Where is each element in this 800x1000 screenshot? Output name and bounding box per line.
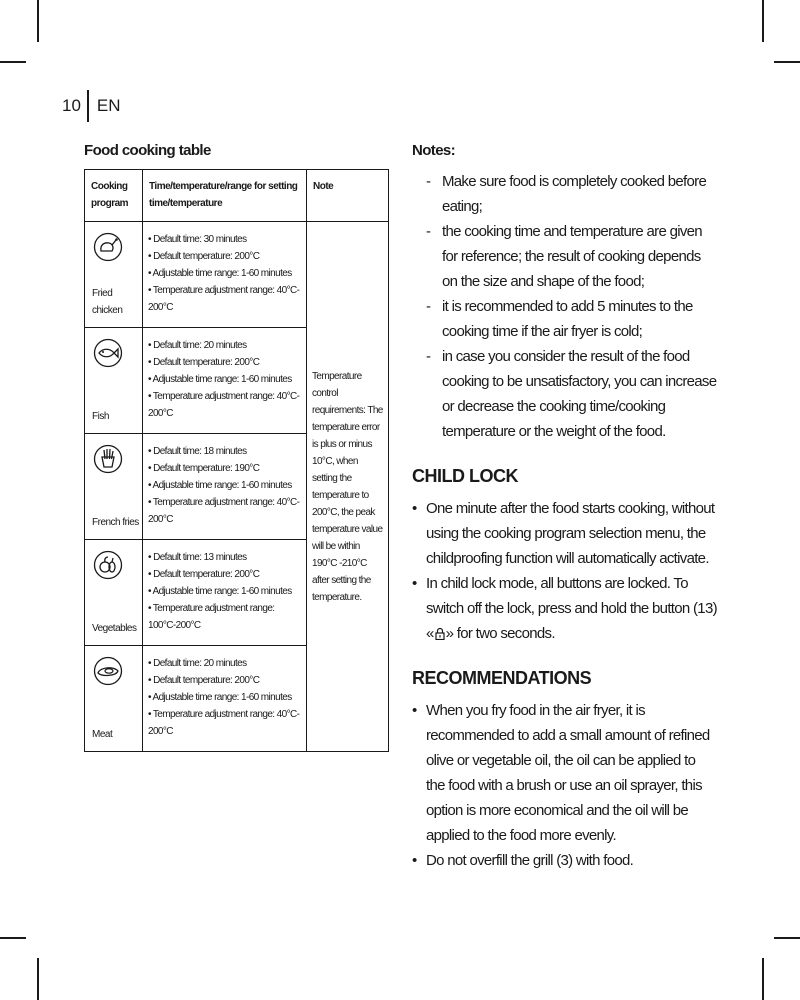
list-item <box>412 344 717 444</box>
crop-mark <box>37 0 39 42</box>
child-lock-text: In child lock mode, all buttons are locked. To switch off the lock, press and hold the button (13) « <box>426 575 717 642</box>
bullet-marker: • <box>412 852 417 869</box>
language-code: EN <box>96 96 121 115</box>
dash-marker: - <box>426 173 431 190</box>
vegetables-icon <box>93 550 123 580</box>
program-name: Vegetables <box>92 623 137 634</box>
lock-icon <box>435 627 445 640</box>
list-item <box>412 571 717 646</box>
bullet-marker: • <box>412 575 417 592</box>
program-name: Fish <box>92 411 109 422</box>
crop-mark <box>37 958 39 1000</box>
program-name: Fried chicken <box>92 288 123 316</box>
child-lock-list <box>412 496 717 646</box>
header-note: Note <box>307 170 389 222</box>
crop-mark <box>774 937 800 939</box>
dash-marker: - <box>426 223 431 240</box>
time-line: • Adjustable time range: 1-60 minutes <box>148 268 292 279</box>
time-line: • Default time: 13 minutes <box>148 552 247 563</box>
note-text: it is recommended to add 5 minutes to the cooking time if the air fryer is cold; <box>442 298 693 340</box>
header-divider <box>87 90 89 122</box>
program-cell <box>85 540 143 646</box>
time-line: • Default temperature: 200°C <box>148 357 260 368</box>
program-cell <box>85 646 143 752</box>
meat-icon <box>93 656 123 686</box>
crop-mark <box>0 937 26 939</box>
fries-icon <box>93 444 123 474</box>
time-cell <box>143 434 307 540</box>
child-lock-text: » for two seconds. <box>445 625 555 642</box>
crop-mark <box>774 61 800 63</box>
note-text: in case you consider the result of the food cooking to be unsatisfactory, you can increase or decrease the cooking time/cooking temperature or the weight of the food. <box>442 348 717 440</box>
header-program: Cooking program <box>85 170 143 222</box>
time-line: • Default temperature: 200°C <box>148 251 260 262</box>
time-line: • Default time: 20 minutes <box>148 340 247 351</box>
crop-mark <box>762 0 764 42</box>
child-lock-text: One minute after the food starts cooking, without using the cooking program selection menu, the childproofing function will automatically activate. <box>426 500 715 567</box>
time-line: • Temperature adjustment range: 40°C-200°C <box>148 709 300 737</box>
time-line: • Default time: 18 minutes <box>148 446 247 457</box>
time-line: • Default time: 30 minutes <box>148 234 247 245</box>
header-time: Time/temperature/range for setting time/temperature <box>143 170 307 222</box>
time-line: • Adjustable time range: 1-60 minutes <box>148 586 292 597</box>
time-line: • Adjustable time range: 1-60 minutes <box>148 692 292 703</box>
list-item <box>412 294 717 344</box>
note-text: the cooking time and temperature are given for reference; the result of cooking depends on the size and shape of the food; <box>442 223 702 290</box>
program-cell <box>85 328 143 434</box>
program-name: Meat <box>92 729 113 740</box>
list-item <box>412 496 717 571</box>
recommendations-heading: RECOMMENDATIONS <box>412 668 592 688</box>
recommendations-list <box>412 698 717 873</box>
program-cell <box>85 222 143 328</box>
chicken-icon <box>93 232 123 262</box>
note-cell <box>307 222 389 752</box>
list-item <box>412 169 717 219</box>
table-row <box>85 222 389 328</box>
list-item <box>412 698 717 848</box>
cooking-table-section <box>84 142 388 752</box>
time-cell <box>143 646 307 752</box>
time-line: • Adjustable time range: 1-60 minutes <box>148 480 292 491</box>
notes-list <box>412 169 717 444</box>
crop-mark <box>0 61 26 63</box>
time-line: • Adjustable time range: 1-60 minutes <box>148 374 292 385</box>
list-item <box>412 219 717 294</box>
bullet-marker: • <box>412 500 417 517</box>
time-line: • Default temperature: 190°C <box>148 463 260 474</box>
time-cell <box>143 222 307 328</box>
list-item <box>412 848 717 873</box>
fish-icon <box>93 338 123 368</box>
note-text: Make sure food is completely cooked before eating; <box>442 173 707 215</box>
dash-marker: - <box>426 298 431 315</box>
notes-column <box>412 142 717 873</box>
time-line: • Default temperature: 200°C <box>148 675 260 686</box>
time-line: • Temperature adjustment range: 40°C-200°C <box>148 497 300 525</box>
notes-title: Notes: <box>412 142 456 159</box>
time-cell <box>143 540 307 646</box>
recommendation-text: Do not overfill the grill (3) with food. <box>426 852 634 869</box>
time-line: • Default temperature: 200°C <box>148 569 260 580</box>
program-name: French fries <box>92 517 139 528</box>
time-cell <box>143 328 307 434</box>
page-header <box>62 90 121 122</box>
time-line: • Temperature adjustment range: 40°C-200°C <box>148 285 300 313</box>
time-line: • Default time: 20 minutes <box>148 658 247 669</box>
program-cell <box>85 434 143 540</box>
crop-mark <box>762 958 764 1000</box>
table-title: Food cooking table <box>84 142 211 159</box>
table-header-row <box>85 170 389 222</box>
cooking-table <box>84 169 389 752</box>
recommendation-text: When you fry food in the air fryer, it is recommended to add a small amount of refined olive or vegetable oil, the oil can be applied to the food with a brush or use an oil sprayer, this option is more economical and the oil will be applied to the food more evenly. <box>426 702 710 844</box>
temperature-note: Temperature control requirements: The temperature error is plus or minus 10°C, when setting the temperature to 200°C, the peak temperature value will be within 190°C -210°C after setting the temperature. <box>312 370 383 603</box>
dash-marker: - <box>426 348 431 365</box>
bullet-marker: • <box>412 702 417 719</box>
page-number: 10 <box>62 96 81 115</box>
time-line: • Temperature adjustment range: 40°C-200°C <box>148 391 300 419</box>
time-line: • Temperature adjustment range: 100°C-200°C <box>148 603 275 631</box>
child-lock-heading: CHILD LOCK <box>412 466 518 486</box>
